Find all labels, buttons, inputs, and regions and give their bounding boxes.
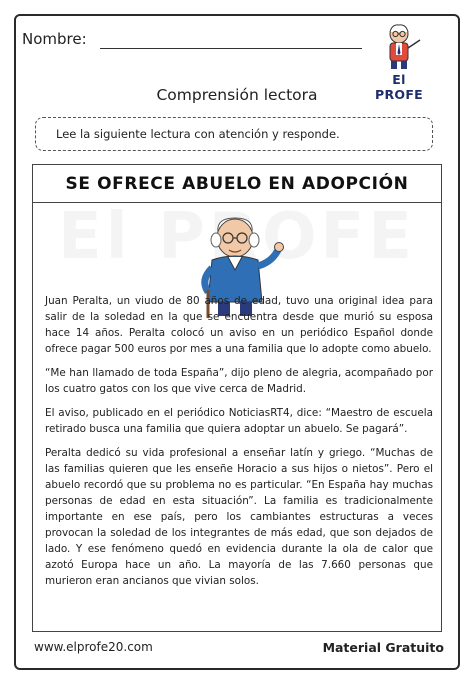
reading-panel (32, 164, 442, 632)
logo-text: El PROFE (375, 72, 423, 102)
name-field-line[interactable] (100, 48, 362, 49)
reading-paragraph: “Me han llamado de toda España”, dijo pleno de alegria, acompañado por los cuatro gatos con los que vive cerca de Madrid. (45, 367, 433, 395)
instructions-text: Lee la siguiente lectura con atención y responde. (56, 127, 340, 141)
footer-label: Material Gratuito (322, 640, 444, 655)
footer-url[interactable]: www.elprofe20.com (34, 640, 153, 654)
page-subtitle: Comprensión lectora (156, 86, 318, 104)
name-row (22, 26, 362, 52)
reading-paragraph: Juan Peralta, un viudo de 80 años de edad, tuvo una original idea para salir de la soledad en la que se encuentra desde que murió su esposa hace 14 años. Peralta colocó un aviso en un periódico Español donde ofrece pagar 500 euros por mes a una familia que lo adopte como abuelo. (45, 295, 433, 355)
reading-title: SE OFRECE ABUELO EN ADOPCIÓN (33, 165, 441, 203)
instructions-box (35, 117, 433, 151)
name-label: Nombre: (22, 30, 87, 48)
reading-paragraph: El aviso, publicado en el periódico NoticiasRT4, dice: “Maestro de escuela retirado busca una familia que quiera adoptar un abuelo. Se pagará”. (45, 407, 433, 435)
reading-paragraph: Peralta dedicó su vida profesional a enseñar latín y griego. “Muchas de las familias quieren que les enseñe Horacio a sus hijos o nietos”. Pero el abuelo recordó que su problema no es particular. “En España hay muchas personas de edad en esta situación”. La familia es tradicionalmente importante en ese país, pero los cambiantes estructuras a veces provocan la soledad de los integrantes de más edad, que son dejados de lado. Y ese fenómeno quedó en evidencia durante la ola de calor que azotó Europa hace un año. La mayoría de las 7.660 personas que murieron eran ancianos que vivian solos. (45, 447, 433, 587)
reading-body (45, 293, 433, 597)
logo (366, 20, 432, 102)
teacher-logo-icon (366, 20, 432, 72)
